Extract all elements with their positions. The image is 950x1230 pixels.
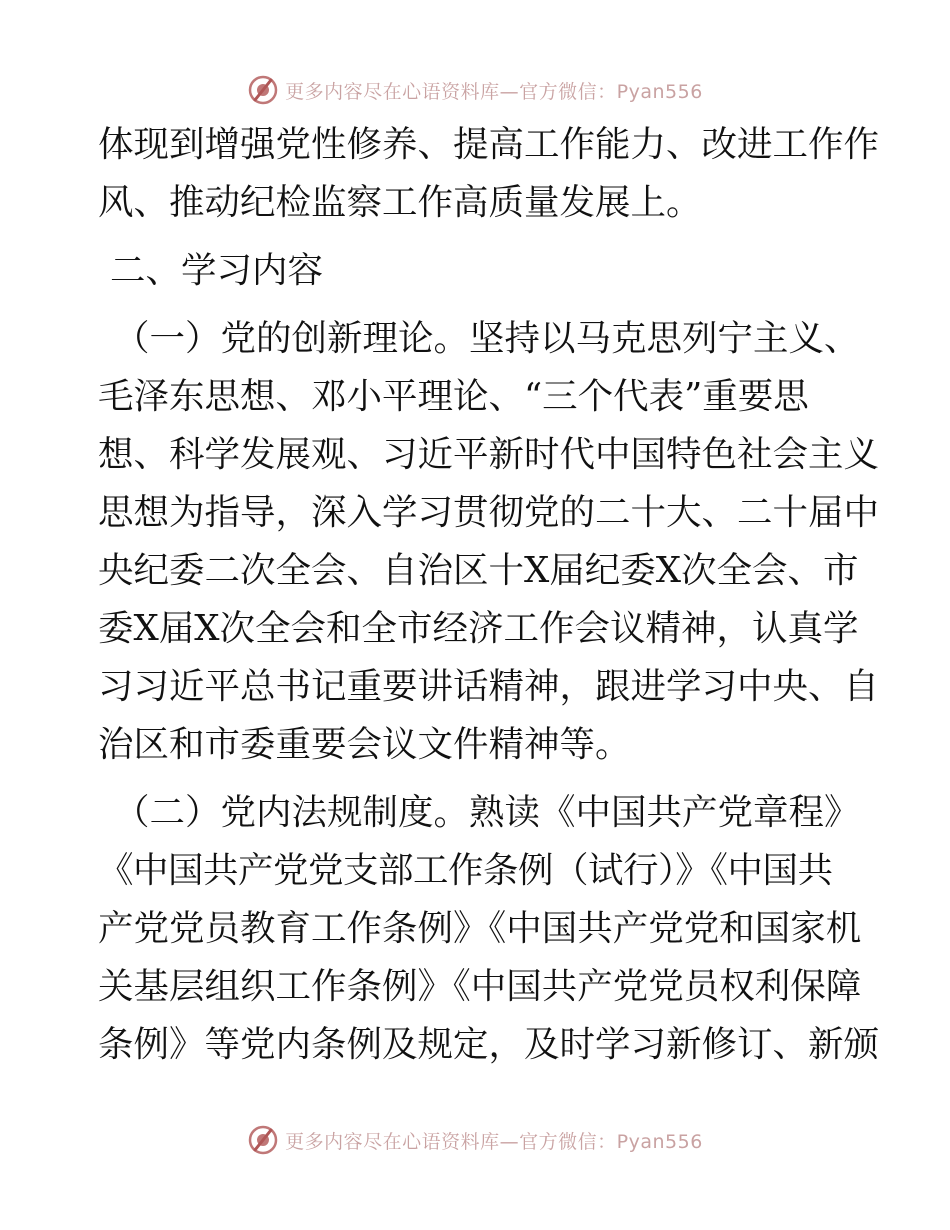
text-line: （二）党内法规制度。熟读《中国共产党章程》 xyxy=(114,792,860,833)
watermark-footer xyxy=(0,1120,950,1160)
text-line: 体现到增强党性修养、提高工作能力、改进工作作 xyxy=(98,124,880,165)
seal-pen-logo-icon xyxy=(247,1124,279,1156)
text-line: 习习近平总书记重要讲话精神，跟进学习中央、自 xyxy=(98,666,880,707)
text-line: 风、推动纪检监察工作高质量发展上。 xyxy=(98,182,702,223)
text-line: 《中国共产党党支部工作条例（试行）》《中国共 xyxy=(98,850,833,891)
watermark-separator: — xyxy=(499,80,520,103)
watermark-brand: 更多内容尽在心语资料库 xyxy=(285,1130,500,1153)
text-line: 央纪委二次全会、自治区十X届纪委X次全会、市 xyxy=(98,550,859,591)
watermark-header xyxy=(0,70,950,110)
text-line: 关基层组织工作条例》《中国共产党党员权利保障 xyxy=(98,966,862,1007)
document-body xyxy=(98,116,880,1074)
text-line: 思想为指导，深入学习贯彻党的二十大、二十届中 xyxy=(98,492,880,533)
text-line: （一）党的创新理论。坚持以马克思列宁主义、 xyxy=(114,318,860,359)
watermark-contact: 官方微信：Pyan556 xyxy=(519,1130,703,1153)
text-line: 条例》等党内条例及规定，及时学习新修订、新颁 xyxy=(98,1024,880,1065)
watermark-brand: 更多内容尽在心语资料库 xyxy=(285,80,500,103)
section-heading: 二、学习内容 xyxy=(110,250,324,291)
text-line: 产党党员教育工作条例》《中国共产党党和国家机 xyxy=(98,908,862,949)
watermark-separator: — xyxy=(499,1130,520,1153)
text-line: 想、科学发展观、习近平新时代中国特色社会主义 xyxy=(98,434,880,475)
text-line: 治区和市委重要会议文件精神等。 xyxy=(98,724,631,765)
watermark-contact: 官方微信：Pyan556 xyxy=(519,80,703,103)
text-line: 毛泽东思想、邓小平理论、“三个代表”重要思 xyxy=(98,376,809,417)
text-line: 委X届X次全会和全市经济工作会议精神，认真学 xyxy=(98,608,859,649)
seal-pen-logo-icon xyxy=(247,74,279,106)
